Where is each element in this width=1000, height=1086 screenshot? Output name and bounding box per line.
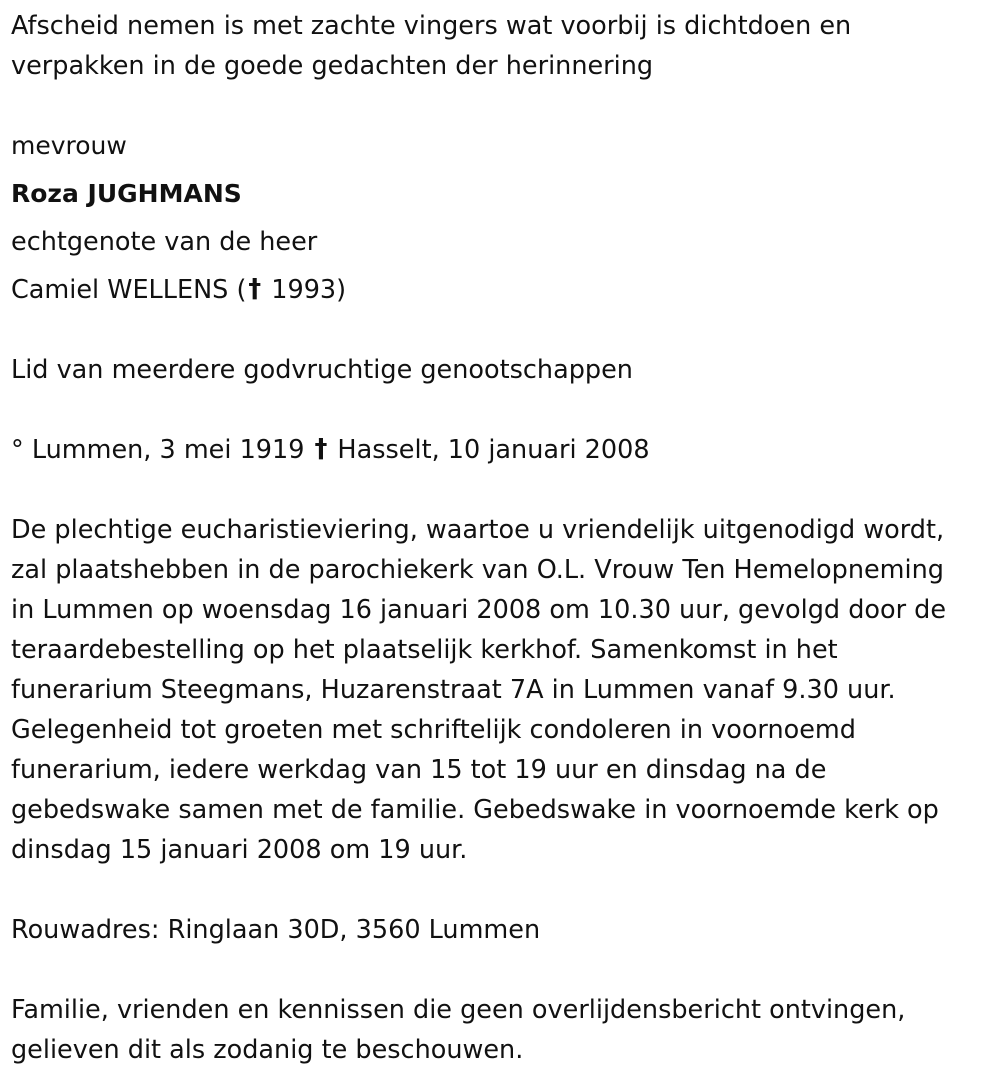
ceremony-line-6: Gelegenheid tot groeten met schriftelijk condoleren in voornoemd (11, 715, 856, 745)
closing-text (11, 990, 991, 1070)
relationship-text: echtgenote van de heer (11, 227, 318, 257)
closing-line-2: gelieven dit als zodanig te beschouwen. (11, 1035, 524, 1065)
ceremony-line-4: teraardebestelling op het plaatselijk kerkhof. Samenkomst in het (11, 635, 838, 665)
death-notice (11, 6, 991, 1070)
ceremony-line-1: De plechtige eucharistieviering, waartoe u vriendelijk uitgenodigd wordt, (11, 515, 945, 545)
birth-date: ° Lummen, 3 mei 1919 (11, 435, 313, 465)
intro-quote (11, 6, 991, 86)
membership-text: Lid van meerdere godvruchtige genootschappen (11, 355, 633, 385)
spouse-suffix: 1993) (263, 275, 347, 305)
ceremony-line-2: zal plaatshebben in de parochiekerk van O.L. Vrouw Ten Hemelopneming (11, 555, 944, 585)
mourning-address: Rouwadres: Ringlaan 30D, 3560 Lummen (11, 915, 541, 945)
death-date: Hasselt, 10 januari 2008 (329, 435, 650, 465)
ceremony-line-3: in Lummen op woensdag 16 januari 2008 om 10.30 uur, gevolgd door de (11, 595, 947, 625)
honorific-title: mevrouw (11, 131, 127, 160)
birth-death-dates (11, 430, 991, 470)
ceremony-line-9: dinsdag 15 januari 2008 om 19 uur. (11, 835, 468, 865)
intro-line-2: verpakken in de goede gedachten der herinnering (11, 51, 654, 81)
cross-icon: † (248, 274, 262, 304)
deceased-name: Roza JUGHMANS (11, 179, 242, 208)
ceremony-line-7: funerarium, iedere werkdag van 15 tot 19 uur en dinsdag na de (11, 755, 827, 785)
spouse-name (11, 270, 991, 310)
ceremony-line-5: funerarium Steegmans, Huzarenstraat 7A in Lummen vanaf 9.30 uur. (11, 675, 896, 705)
closing-line-1: Familie, vrienden en kennissen die geen overlijdensbericht ontvingen, (11, 995, 906, 1025)
cross-icon: † (314, 434, 328, 464)
ceremony-paragraph (11, 510, 991, 870)
intro-line-1: Afscheid nemen is met zachte vingers wat voorbij is dichtdoen en (11, 11, 852, 41)
spouse-prefix: Camiel WELLENS ( (11, 275, 247, 305)
ceremony-line-8: gebedswake samen met de familie. Gebedswake in voornoemde kerk op (11, 795, 939, 825)
